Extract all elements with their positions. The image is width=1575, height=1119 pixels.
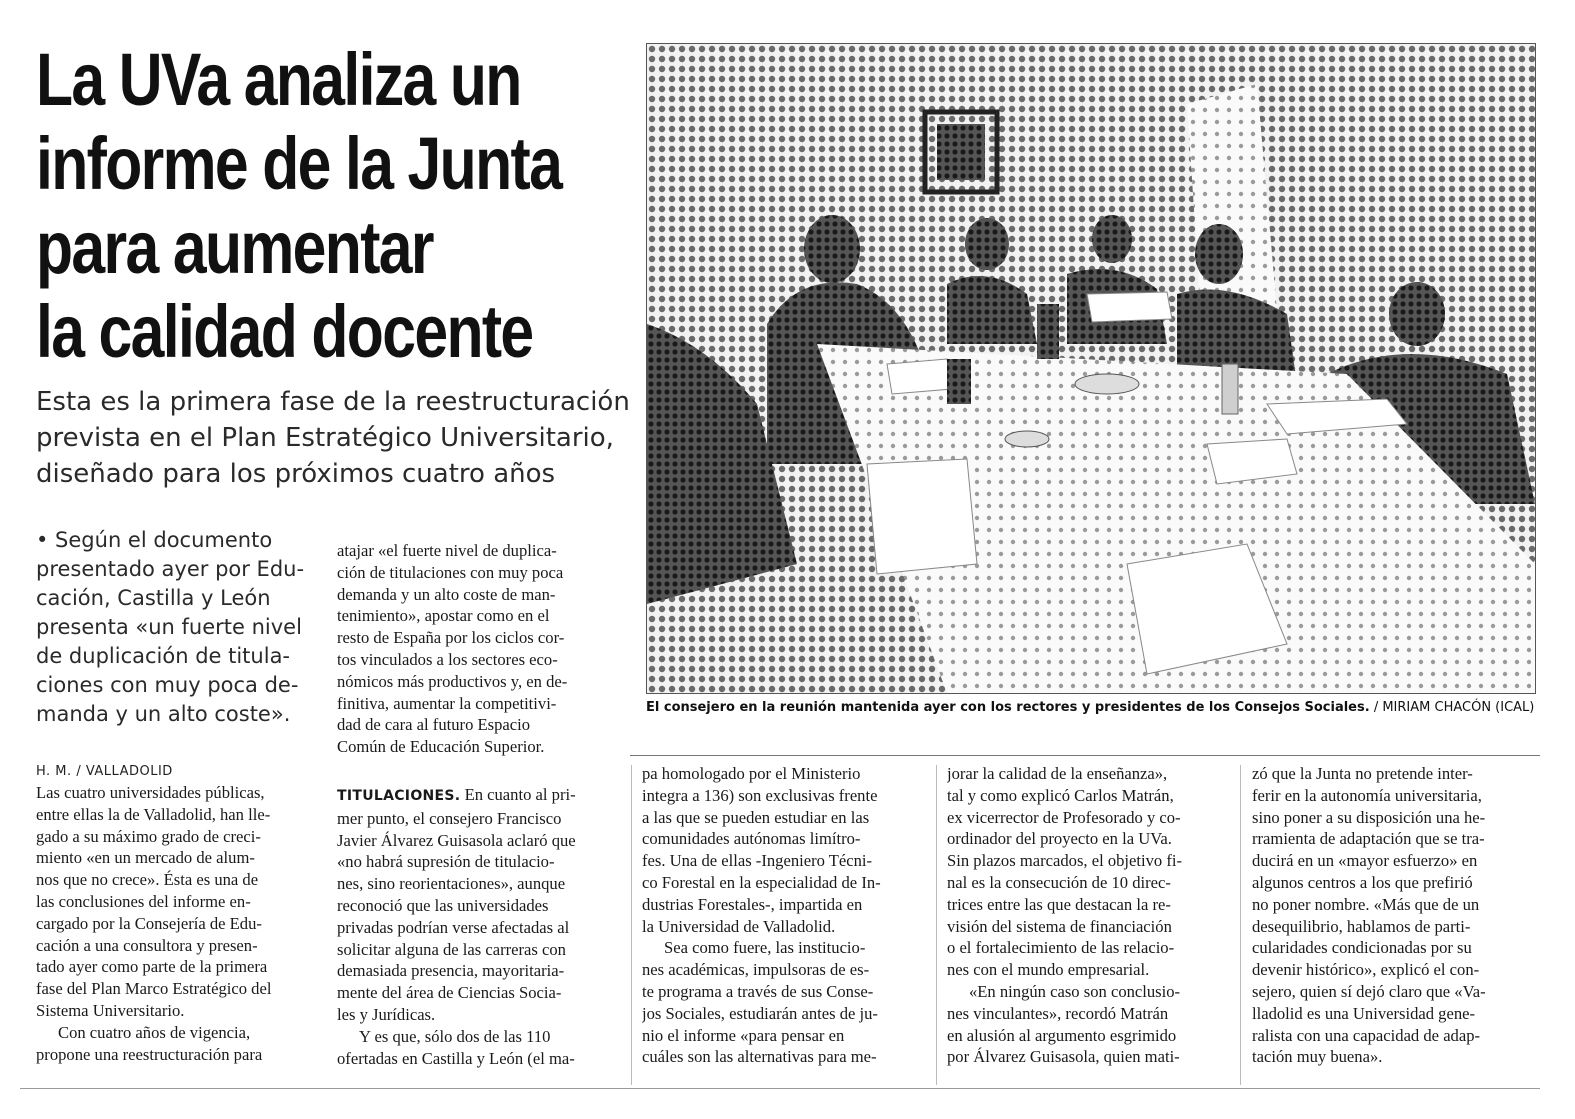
subheadline-line: Esta es la primera fase de la reestructuración (36, 387, 630, 417)
text-line: nes académicas, impulsoras de es- (642, 960, 870, 980)
column-divider (936, 765, 937, 1085)
text-line: pa homologado por el Ministerio (642, 764, 861, 783)
text-line: Las cuatro universidades públicas, (36, 783, 265, 802)
headline-line: para aumentar (36, 206, 433, 289)
text-line: Javier Álvarez Guisasola aclaró que (337, 830, 576, 850)
text-line: ex vicerrector de Profesorado y co- (947, 807, 1181, 827)
headline-line: la calidad docente (36, 290, 533, 373)
text-line: nómicos más productivos y, en de- (337, 671, 568, 691)
text-fragment: En cuanto al pri- (464, 785, 576, 804)
text-line: finitiva, aumentar la competitivi- (337, 693, 557, 713)
text-line: ofertadas en Castilla y León (el ma- (337, 1048, 575, 1068)
byline-location: / VALLADOLID (76, 764, 173, 779)
text-line: jorar la calidad de la enseñanza», (947, 764, 1168, 783)
text-line: devenir histórico», explicó el con- (1252, 960, 1480, 980)
lead-line: ciones con muy poca de- (36, 673, 299, 697)
text-line (337, 784, 619, 808)
lead-line: presenta «un fuerte nivel (36, 615, 302, 639)
text-line: tenimiento», apostar como en el (337, 606, 550, 626)
subheadline-line: diseñado para los próximos cuatro años (36, 459, 556, 489)
text-line: solicitar alguna de las carreras con (337, 939, 566, 959)
text-line: sejero, quien sí dejó claro que «Va- (1252, 981, 1486, 1001)
text-line: a las que se pueden estudiar en las (642, 807, 870, 827)
text-line: cuáles son las alternativas para me- (642, 1047, 877, 1067)
text-line: resto de España por los ciclos cor- (337, 628, 565, 648)
lead-line: de duplicación de titula- (36, 644, 291, 668)
text-line: trices entre las que destacan la re- (947, 894, 1171, 914)
text-line: desequilibrio, hablamos de parti- (1252, 916, 1471, 936)
column-divider (1240, 765, 1241, 1085)
text-line: ralista con una capacidad de adap- (1252, 1025, 1481, 1045)
subheadline-line: prevista en el Plan Estratégico Universitario, (36, 423, 614, 453)
lead-line: manda y un alto coste». (36, 702, 291, 726)
text-line: ción de titulaciones con muy poca (337, 562, 564, 582)
text-line: tado ayer como parte de la primera (36, 957, 268, 977)
text-line: nes vinculantes», recordó Matrán (947, 1003, 1169, 1023)
text-line: mente del área de Ciencias Socia- (337, 983, 562, 1003)
text-line: miento «en un mercado de alum- (36, 848, 255, 868)
subheadline (36, 384, 636, 492)
text-line: en alusión al argumento esgrimido (947, 1025, 1177, 1045)
text-line: Sea como fuere, las institucio- (664, 938, 866, 958)
text-line: nes con el mundo empresarial. (947, 960, 1150, 980)
text-line: demasiada presencia, mayoritaria- (337, 961, 565, 981)
column-divider (631, 765, 632, 1085)
text-line: las conclusiones del informe en- (36, 891, 251, 911)
headline (36, 38, 562, 374)
headline-line: informe de la Junta (36, 122, 562, 205)
text-line: mer punto, el consejero Francisco (337, 808, 562, 828)
caption-text: El consejero en la reunión mantenida ayer con los rectores y presidentes de los Consejos Sociales. (646, 700, 1370, 715)
text-line: por Álvarez Guisasola, quien mati- (947, 1047, 1180, 1067)
column2-top (337, 540, 619, 758)
byline-author: H. M. (36, 764, 72, 779)
text-line: Común de Educación Superior. (337, 737, 545, 757)
text-line: fes. Una de ellas -Ingeniero Técni- (642, 851, 873, 871)
text-line: nal es la consecución de 10 direc- (947, 872, 1171, 892)
lead-summary (36, 526, 306, 729)
text-line: te programa a través de sus Conse- (642, 981, 874, 1001)
text-line: privadas podrían verse afectadas al (337, 917, 570, 937)
text-line: nio el informe «para pensar en (642, 1025, 845, 1045)
text-line: no poner nombre. «Más que de un (1252, 894, 1480, 914)
text-line: «no habrá supresión de titulacio- (337, 852, 555, 872)
text-line: Sistema Universitario. (36, 1000, 185, 1020)
text-line: dustrias Forestales-, impartida en (642, 894, 863, 914)
text-line: cularidades condicionadas por su (1252, 938, 1472, 958)
article-column-1 (36, 782, 308, 1065)
text-line: rramienta de adaptación que se tra- (1252, 829, 1485, 849)
text-line: entre ellas la de Valladolid, han lle- (36, 804, 271, 824)
text-line: tación muy buena». (1252, 1047, 1383, 1067)
text-line: demanda y un alto coste de man- (337, 584, 556, 604)
headline-line: La UVa analiza un (36, 38, 521, 121)
meeting-photo-image (647, 44, 1535, 693)
text-line: algunos centros a los que prefirió (1252, 872, 1473, 892)
article-column-3 (642, 763, 924, 1068)
text-line: lladolid es una Universidad gene- (1252, 1003, 1476, 1023)
text-line: ferir en la autonomía universitaria, (1252, 785, 1482, 805)
lead-line: presentado ayer por Edu- (36, 557, 305, 581)
lead-line: • Según el documento (36, 528, 273, 552)
text-line: ducirá en un «mayor esfuerzo» en (1252, 851, 1478, 871)
text-line: co Forestal en la especialidad de In- (642, 872, 881, 892)
text-line: Sin plazos marcados, el objetivo fi- (947, 851, 1183, 871)
bottom-rule (20, 1088, 1540, 1089)
text-line: tal y como explicó Carlos Matrán, (947, 785, 1174, 805)
photo-caption (646, 700, 1534, 715)
text-line: sino poner a su disposición una he- (1252, 807, 1486, 827)
text-line: tos vinculados a los sectores eco- (337, 649, 558, 669)
text-line: les y Jurídicas. (337, 1004, 436, 1024)
photo-credit: / MIRIAM CHACÓN (ICAL) (1373, 700, 1535, 715)
section-divider (630, 755, 1540, 756)
article-column-5 (1252, 763, 1534, 1068)
text-line: comunidades autónomas limítro- (642, 829, 861, 849)
text-line: integra a 136) son exclusivas frente (642, 785, 878, 805)
text-line: Con cuatro años de vigencia, (58, 1022, 251, 1042)
text-line: nes, sino reorientaciones», aunque (337, 874, 566, 894)
text-line: zó que la Junta no pretende inter- (1252, 764, 1473, 783)
text-line: visión del sistema de financiación (947, 916, 1172, 936)
byline (36, 764, 173, 779)
text-line: atajar «el fuerte nivel de duplica- (337, 541, 557, 560)
text-line: fase del Plan Marco Estratégico del (36, 979, 272, 999)
text-line: propone una reestructuración para (36, 1044, 263, 1064)
text-line: dad de cara al futuro Espacio (337, 715, 531, 735)
text-line: jos Sociales, estudiarán antes de ju- (642, 1003, 878, 1023)
text-line: Y es que, sólo dos de las 110 (359, 1026, 551, 1046)
lead-line: cación, Castilla y León (36, 586, 271, 610)
section-kicker: TITULACIONES. (337, 788, 461, 804)
text-line: «En ningún caso son conclusio- (969, 981, 1181, 1001)
text-line: reconoció que las universidades (337, 895, 549, 915)
text-line: la Universidad de Valladolid. (642, 916, 836, 936)
article-column-4 (947, 763, 1229, 1068)
text-line: cación a una consultora y presen- (36, 935, 258, 955)
text-line: nos que no crece». Ésta es una de (36, 870, 259, 890)
text-line: cargado por la Consejería de Edu- (36, 913, 262, 933)
text-line: gado a su máximo grado de creci- (36, 826, 261, 846)
text-line: ordinador del proyecto en la UVa. (947, 829, 1172, 849)
meeting-photo (646, 43, 1536, 694)
article-column-2 (337, 784, 619, 1069)
text-line: o el fortalecimiento de las relacio- (947, 938, 1175, 958)
